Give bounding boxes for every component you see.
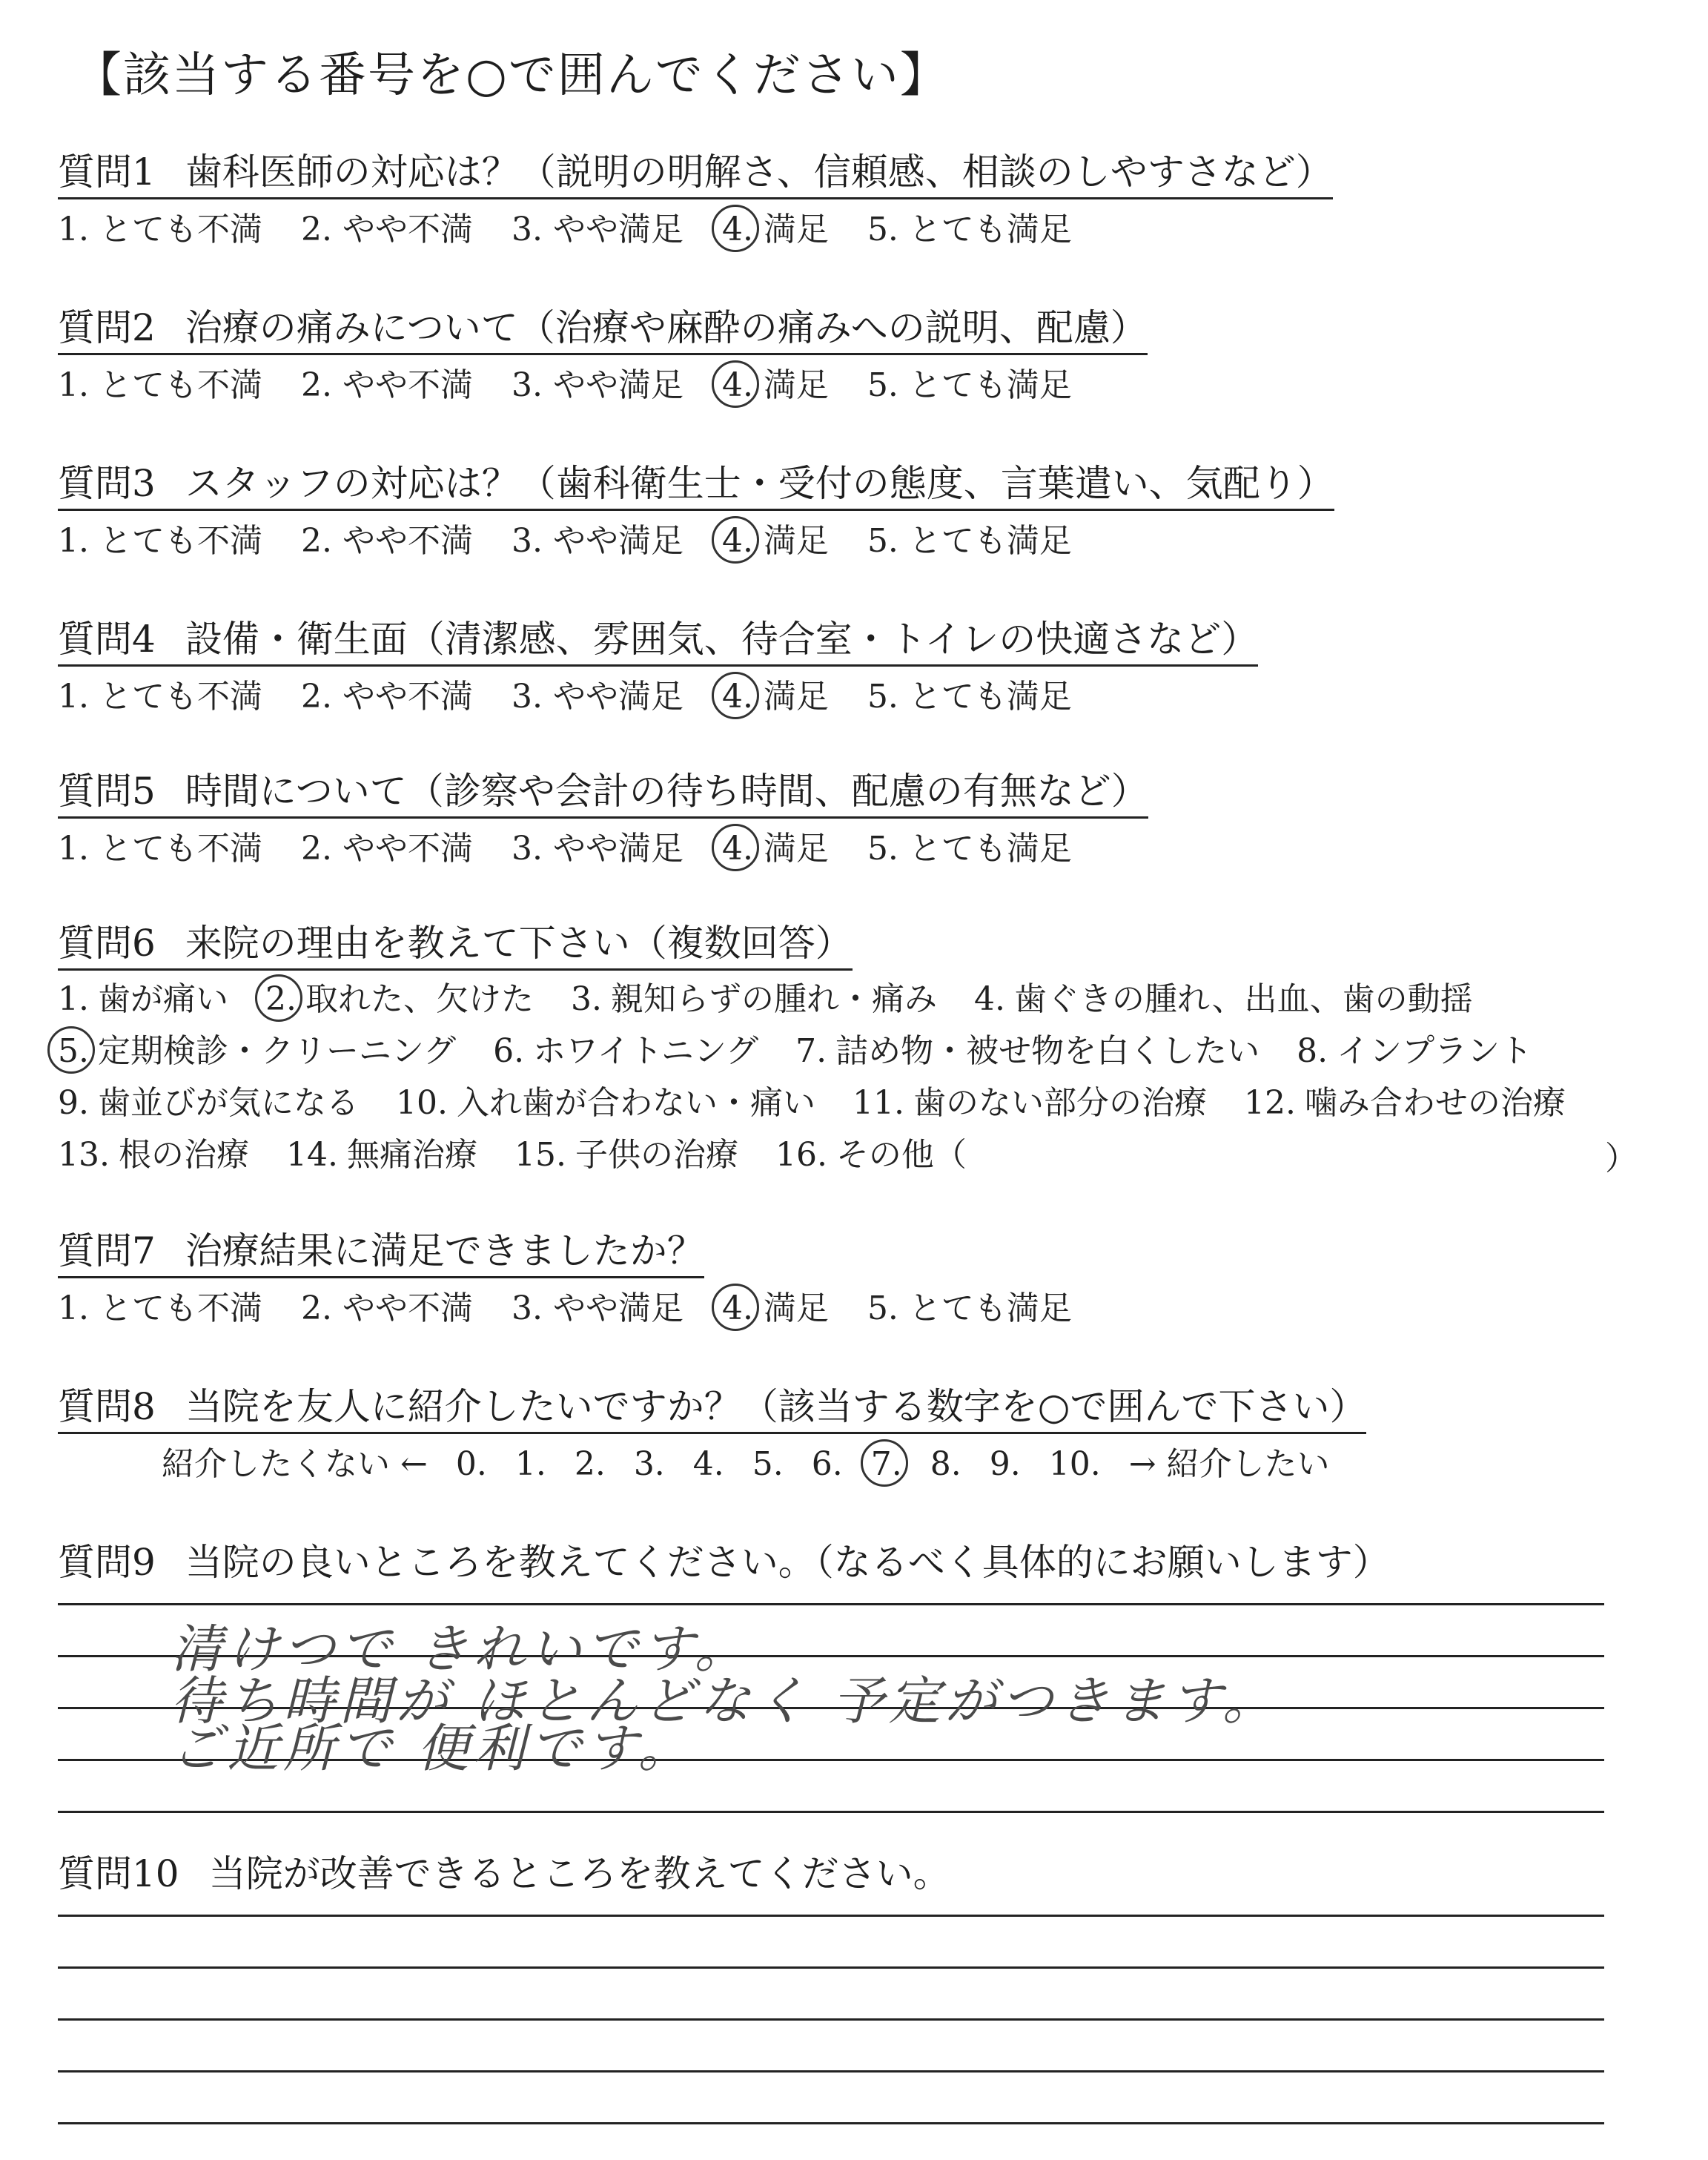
option-number: 11. xyxy=(852,1084,904,1122)
choice-option[interactable] xyxy=(722,363,829,408)
choice-number: 4. xyxy=(722,1287,753,1331)
choice-number: 4. xyxy=(722,675,753,719)
choice-number: 4. xyxy=(722,363,753,408)
choice-number: 3. xyxy=(511,522,543,560)
choice-option[interactable] xyxy=(512,675,683,719)
option-number: 14. xyxy=(285,1136,338,1174)
choice-number: 5. xyxy=(867,1289,898,1327)
option-number: 2. xyxy=(265,977,297,1022)
question-1-choices xyxy=(58,208,1110,252)
choice-option[interactable] xyxy=(722,208,829,252)
question-label: 質問10 xyxy=(58,1852,179,1895)
choice-option[interactable] xyxy=(301,519,473,564)
question-5-choices xyxy=(58,827,1110,871)
question-label: 質問3 xyxy=(58,462,156,505)
choice-label: やや不満 xyxy=(342,522,473,560)
question-text: 時間について（診察や会計の待ち時間、配慮の有無など） xyxy=(185,770,1148,813)
scale-value[interactable]: 3. xyxy=(633,1445,665,1483)
choice-label: やや満足 xyxy=(552,1289,683,1327)
reason-option[interactable] xyxy=(853,1081,1207,1126)
reason-option[interactable] xyxy=(58,1133,249,1178)
choice-number: 2. xyxy=(300,211,332,248)
option-label: インプラント xyxy=(1337,1032,1533,1070)
option-number: 9. xyxy=(58,1084,89,1122)
choice-option[interactable] xyxy=(58,363,262,408)
option-number: 6. xyxy=(493,1032,525,1070)
choice-number: 2. xyxy=(300,1289,332,1327)
choice-option[interactable] xyxy=(301,827,473,871)
question-2-choices xyxy=(58,363,1110,408)
answer-line xyxy=(58,2070,1604,2073)
question-text: スタッフの対応は？（歯科衛生士・受付の態度、言葉遣い、気配り） xyxy=(185,462,1334,505)
choice-number: 5. xyxy=(867,678,898,716)
option-label: 歯並びが気になる xyxy=(97,1084,359,1122)
option-label: 詰め物・被せ物を白くしたい xyxy=(835,1032,1260,1070)
choice-label: とても満足 xyxy=(908,211,1072,248)
option-label: 入れ歯が合わない・痛い xyxy=(456,1084,815,1122)
choice-label: とても満足 xyxy=(908,830,1072,868)
option-label: その他（ xyxy=(835,1136,967,1174)
choice-option[interactable] xyxy=(512,1287,683,1331)
choice-number: 2. xyxy=(300,522,332,560)
scale-value[interactable]: 1. xyxy=(514,1445,546,1483)
reason-option[interactable] xyxy=(1297,1029,1532,1074)
answer-line xyxy=(58,2122,1604,2124)
choice-label: やや不満 xyxy=(342,211,473,248)
choice-label: やや不満 xyxy=(342,366,473,404)
question-label: 質問7 xyxy=(58,1229,156,1272)
option-number: 1. xyxy=(58,980,89,1018)
handwritten-answer-line-1: 清けつで きれいです。 xyxy=(171,1619,751,1680)
question-text: 当院の良いところを教えてください。（なるべく具体的にお願いします） xyxy=(185,1541,1390,1584)
answer-line xyxy=(58,1603,1604,1605)
scale-value[interactable]: 5. xyxy=(752,1445,784,1483)
question-label: 質問4 xyxy=(58,618,156,661)
choice-label: とても満足 xyxy=(908,522,1072,560)
choice-label: とても不満 xyxy=(99,678,262,716)
choice-label: やや不満 xyxy=(342,830,473,868)
choice-option[interactable] xyxy=(301,1287,473,1331)
question-7-choices xyxy=(58,1287,1110,1331)
scale-right-label: → 紹介したい xyxy=(1128,1445,1330,1483)
question-label: 質問2 xyxy=(58,306,156,349)
option-number: 4. xyxy=(973,980,1005,1018)
choice-label: とても満足 xyxy=(908,678,1072,716)
answer-line xyxy=(58,1915,1604,1917)
choice-option[interactable] xyxy=(512,827,683,871)
question-5-heading xyxy=(58,767,1148,819)
option-row xyxy=(58,977,1510,1022)
choice-option[interactable] xyxy=(722,827,829,871)
question-8-heading xyxy=(58,1383,1366,1434)
choice-option[interactable] xyxy=(301,675,473,719)
choice-number: 4. xyxy=(722,827,753,871)
reason-option[interactable] xyxy=(58,1029,456,1074)
option-number: 3. xyxy=(570,980,602,1018)
reason-option[interactable] xyxy=(1244,1081,1566,1126)
reason-option[interactable] xyxy=(265,977,534,1022)
choice-option[interactable] xyxy=(867,208,1072,252)
reason-option[interactable] xyxy=(571,977,937,1022)
choice-number: 1. xyxy=(58,522,89,560)
scale-value[interactable]: 0. xyxy=(455,1445,487,1483)
choice-label: やや不満 xyxy=(342,678,473,716)
option-label: 歯のない部分の治療 xyxy=(913,1084,1207,1122)
choice-option[interactable] xyxy=(512,208,683,252)
reason-option[interactable] xyxy=(795,1029,1260,1074)
choice-label: 満足 xyxy=(763,1289,829,1327)
reason-option[interactable] xyxy=(514,1133,738,1178)
choice-label: やや不満 xyxy=(342,1289,473,1327)
other-close-paren: ） xyxy=(1605,1140,1638,1178)
scale-value[interactable]: 4. xyxy=(692,1445,724,1483)
choice-label: とても不満 xyxy=(99,830,262,868)
scale-value[interactable]: 9. xyxy=(989,1445,1021,1483)
choice-option[interactable] xyxy=(512,363,683,408)
choice-label: とても満足 xyxy=(908,1289,1072,1327)
choice-number: 3. xyxy=(511,211,543,248)
choice-number: 5. xyxy=(867,522,898,560)
reason-option[interactable] xyxy=(775,1133,967,1178)
reason-option[interactable] xyxy=(58,1081,359,1126)
option-label: 取れた、欠けた xyxy=(305,980,534,1018)
question-label: 質問1 xyxy=(58,151,156,194)
question-text: 来院の理由を教えて下さい（複数回答） xyxy=(185,922,853,965)
choice-number: 2. xyxy=(300,830,332,868)
option-label: 親知らずの腫れ・痛み xyxy=(610,980,937,1018)
choice-number: 1. xyxy=(58,1289,89,1327)
question-1-heading xyxy=(58,148,1333,199)
choice-option[interactable] xyxy=(722,519,829,564)
choice-label: とても満足 xyxy=(908,366,1072,404)
answer-line xyxy=(58,2018,1604,2021)
question-label: 質問6 xyxy=(58,922,156,965)
option-label: 根の治療 xyxy=(118,1136,249,1174)
reason-option[interactable] xyxy=(396,1081,815,1126)
choice-number: 3. xyxy=(511,678,543,716)
choice-label: 満足 xyxy=(763,678,829,716)
question-3-heading xyxy=(58,460,1334,511)
page-title: 【該当する番号を○で囲んでください】 xyxy=(74,48,949,103)
answer-line xyxy=(58,1811,1604,1813)
scale-left-label: 紹介したくない ← xyxy=(162,1445,428,1483)
option-row xyxy=(58,1081,1603,1126)
question-label: 質問8 xyxy=(58,1385,156,1428)
option-number: 7. xyxy=(795,1032,827,1070)
option-number: 15. xyxy=(514,1136,566,1174)
scale-value[interactable]: 6. xyxy=(811,1445,843,1483)
choice-option[interactable] xyxy=(867,363,1072,408)
question-text: 治療結果に満足できましたか？ xyxy=(185,1229,704,1272)
choice-number: 3. xyxy=(511,366,543,404)
option-label: 歯が痛い xyxy=(97,980,228,1018)
question-label: 質問5 xyxy=(58,770,156,813)
choice-option[interactable] xyxy=(722,675,829,719)
scale-value[interactable]: 2. xyxy=(574,1445,606,1483)
scale-value[interactable]: 10. xyxy=(1048,1445,1101,1483)
choice-option[interactable] xyxy=(58,675,262,719)
choice-label: とても不満 xyxy=(99,522,262,560)
question-4-choices xyxy=(58,675,1110,719)
choice-label: やや満足 xyxy=(552,830,683,868)
choice-number: 1. xyxy=(58,366,89,404)
reason-option[interactable] xyxy=(286,1133,477,1178)
question-8-scale xyxy=(162,1442,1358,1487)
question-9-heading xyxy=(58,1539,1390,1588)
handwritten-answer-line-2: 待ち時間が ほとんどなく 予定がつきます。 xyxy=(171,1671,1279,1731)
choice-option[interactable] xyxy=(58,519,262,564)
choice-option[interactable] xyxy=(58,1287,262,1331)
question-10-heading xyxy=(58,1850,950,1899)
choice-option[interactable] xyxy=(58,827,262,871)
option-label: 定期検診・クリーニング xyxy=(97,1032,457,1070)
option-row xyxy=(58,1029,1569,1074)
reason-option[interactable] xyxy=(974,977,1473,1022)
choice-number: 4. xyxy=(722,519,753,564)
choice-option[interactable] xyxy=(867,519,1072,564)
option-number: 5. xyxy=(58,1029,89,1074)
choice-label: 満足 xyxy=(763,830,829,868)
choice-label: やや満足 xyxy=(552,522,683,560)
choice-label: 満足 xyxy=(763,211,829,248)
question-7-heading xyxy=(58,1227,704,1278)
choice-number: 3. xyxy=(511,830,543,868)
choice-option[interactable] xyxy=(301,363,473,408)
choice-option[interactable] xyxy=(867,1287,1072,1331)
question-text: 歯科医師の対応は？（説明の明解さ、信頼感、相談のしやすさなど） xyxy=(185,151,1333,194)
question-2-heading xyxy=(58,304,1148,355)
choice-label: やや満足 xyxy=(552,366,683,404)
option-label: 噛み合わせの治療 xyxy=(1304,1084,1566,1122)
question-text: 当院が改善できるところを教えてください。 xyxy=(208,1852,950,1895)
choice-number: 5. xyxy=(867,211,898,248)
question-4-heading xyxy=(58,615,1258,667)
choice-label: とても不満 xyxy=(99,366,262,404)
answer-line xyxy=(58,1966,1604,1969)
choice-number: 1. xyxy=(58,678,89,716)
choice-number: 2. xyxy=(300,678,332,716)
choice-label: とても不満 xyxy=(99,211,262,248)
option-label: 子供の治療 xyxy=(575,1136,738,1174)
choice-label: とても不満 xyxy=(99,1289,262,1327)
choice-label: やや満足 xyxy=(552,678,683,716)
option-row xyxy=(58,1133,1004,1178)
choice-option[interactable] xyxy=(867,675,1072,719)
question-3-choices xyxy=(58,519,1110,564)
choice-label: やや満足 xyxy=(552,211,683,248)
option-number: 10. xyxy=(395,1084,448,1122)
choice-option[interactable] xyxy=(722,1287,829,1331)
scale-value[interactable]: 8. xyxy=(930,1445,961,1483)
question-text: 治療の痛みについて（治療や麻酔の痛みへの説明、配慮） xyxy=(185,306,1148,349)
choice-number: 2. xyxy=(300,366,332,404)
choice-label: 満足 xyxy=(763,366,829,404)
option-number: 16. xyxy=(775,1136,827,1174)
option-number: 12. xyxy=(1243,1084,1296,1122)
choice-number: 5. xyxy=(867,366,898,404)
choice-option[interactable] xyxy=(58,208,262,252)
option-label: 歯ぐきの腫れ、出血、歯の動揺 xyxy=(1013,980,1473,1018)
reason-option[interactable] xyxy=(58,977,228,1022)
reason-option[interactable] xyxy=(493,1029,758,1074)
choice-option[interactable] xyxy=(512,519,683,564)
choice-number: 3. xyxy=(511,1289,543,1327)
question-text: 当院を友人に紹介したいですか？（該当する数字を○で囲んで下さい） xyxy=(185,1385,1367,1428)
question-6-heading xyxy=(58,919,853,971)
choice-label: 満足 xyxy=(763,522,829,560)
option-label: 無痛治療 xyxy=(346,1136,477,1174)
choice-number: 5. xyxy=(867,830,898,868)
scale-value[interactable]: 7. xyxy=(871,1442,902,1487)
option-number: 13. xyxy=(58,1136,110,1174)
choice-option[interactable] xyxy=(301,208,473,252)
question-text: 設備・衛生面（清潔感、雰囲気、待合室・トイレの快適さなど） xyxy=(185,618,1259,661)
choice-option[interactable] xyxy=(867,827,1072,871)
choice-number: 4. xyxy=(722,208,753,252)
option-label: ホワイトニング xyxy=(533,1032,759,1070)
handwritten-answer-line-3: ご近所で 便利です。 xyxy=(171,1718,695,1779)
question-label: 質問9 xyxy=(58,1541,156,1584)
option-number: 8. xyxy=(1297,1032,1328,1070)
choice-number: 1. xyxy=(58,211,89,248)
choice-number: 1. xyxy=(58,830,89,868)
